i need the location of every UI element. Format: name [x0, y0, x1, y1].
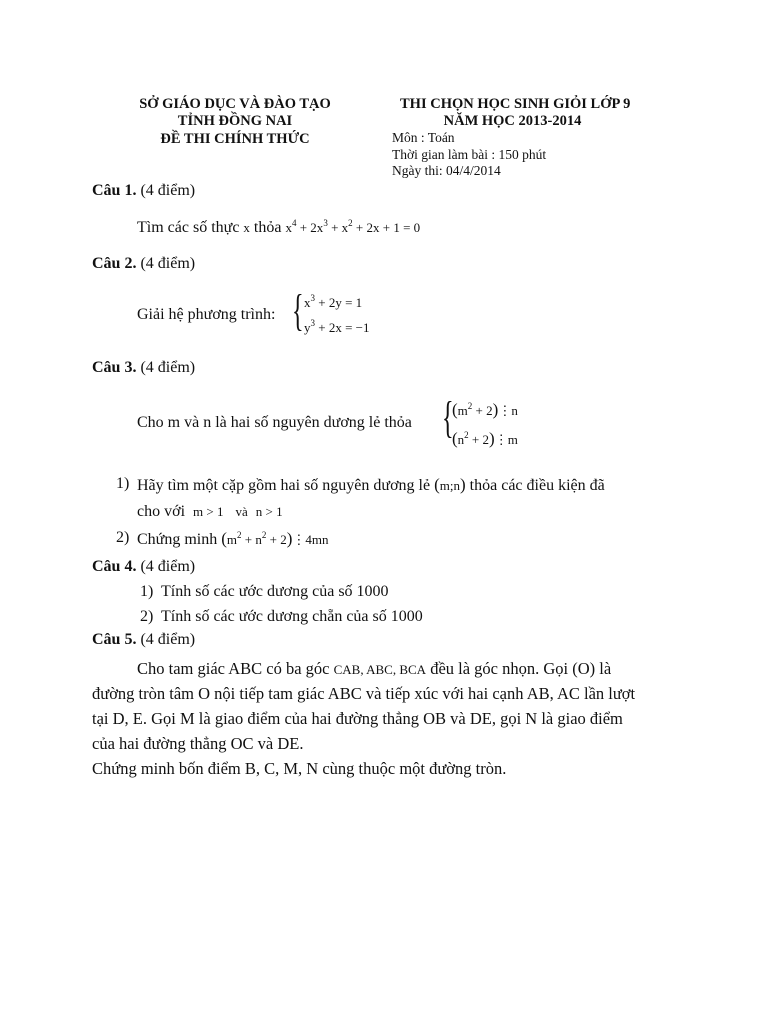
q5-line5: Chứng minh bốn điểm B, C, M, N cùng thuộc một đường tròn.	[92, 759, 507, 778]
q5-points: (4 điểm)	[136, 631, 196, 648]
q5-line2: đường tròn tâm O nội tiếp tam giác ABC và tiếp xúc với hai cạnh AB, AC lần lượt	[92, 684, 636, 703]
q3-item1-number: 1)	[116, 475, 130, 492]
province-name: TỈNH ĐỒNG NAI	[177, 113, 293, 129]
q5-label: Câu 5.	[92, 631, 137, 648]
q4-item2-number: 2)	[140, 608, 154, 625]
q1-var: x	[243, 220, 250, 235]
q2-brace: {	[292, 286, 304, 335]
q1-heading	[92, 182, 195, 200]
q3-item2-number: 2)	[116, 529, 130, 546]
q5-line1: Cho tam giác ABC có ba góc CAB, ABC, BCA đều là góc nhọn. Gọi (O) là	[137, 659, 612, 678]
exam-date: Ngày thi: 04/4/2014	[392, 163, 501, 178]
q1-text2: thỏa	[253, 219, 282, 236]
exam-title: THI CHỌN HỌC SINH GIỎI LỚP 9	[400, 96, 631, 112]
q2-heading	[92, 255, 195, 273]
subject: Môn : Toán	[392, 130, 455, 145]
q5-line3: tại D, E. Gọi M là giao điểm của hai đường thẳng OB và DE, gọi N là giao điểm	[92, 709, 623, 728]
q4-item2: Tính số các ước dương chẵn của số 1000	[161, 608, 423, 625]
q3-item1-line2: cho với m > 1 và n > 1	[137, 503, 283, 520]
q5-line4: của hai đường thẳng OC và DE.	[92, 734, 304, 753]
q3-label: Câu 3.	[92, 359, 137, 376]
q4-label: Câu 4.	[92, 558, 137, 575]
q3-item2: Chứng minh ($m^2 + n^2$ + 2)⋮4mn	[137, 529, 329, 548]
q3-heading	[92, 359, 195, 377]
q3-text: Cho m và n là hai số nguyên dương lẻ thỏa	[137, 414, 412, 431]
q4-points: (4 điểm)	[136, 558, 196, 575]
q2-text: Giải hệ phương trình:	[137, 306, 276, 323]
q1-statement	[137, 219, 420, 237]
q4-item1: Tính số các ước dương của số 1000	[161, 583, 389, 600]
q3-brace: {	[442, 393, 454, 442]
q5-heading	[92, 631, 195, 649]
q2-eq1: $x^3 + 2y = 1$	[304, 293, 363, 310]
q2-eq2: $y^3 + 2x = -1$	[304, 318, 370, 335]
q1-equation: $x^4 + 2x^3 + x^2 + 2x + 1 = 0$	[285, 218, 421, 235]
q3-points: (4 điểm)	[136, 359, 196, 376]
duration: Thời gian làm bài : 150 phút	[392, 147, 547, 162]
q2-label: Câu 2.	[92, 255, 137, 272]
q1-points: (4 điểm)	[136, 182, 196, 199]
q5-angles: CAB, ABC, BCA	[333, 662, 427, 677]
q1-label: Câu 1.	[92, 182, 137, 199]
dept-name: SỞ GIÁO DỤC VÀ ĐÀO TẠO	[139, 96, 331, 112]
q4-heading	[92, 558, 195, 576]
q3-item1: Hãy tìm một cặp gồm hai số nguyên dương lẻ (m;n) thỏa các điều kiện đã	[137, 475, 605, 494]
school-year: NĂM HỌC 2013-2014	[443, 113, 582, 129]
q3-cond1: ($m^2$ + 2)⋮n	[452, 400, 518, 419]
official-exam-label: ĐỀ THI CHÍNH THỨC	[160, 131, 310, 147]
q1-text: Tìm các số thực	[137, 219, 240, 236]
q2-points: (4 điểm)	[136, 255, 196, 272]
q4-item1-number: 1)	[140, 583, 154, 600]
q3-cond2: ($n^2$ + 2)⋮m	[452, 429, 518, 448]
